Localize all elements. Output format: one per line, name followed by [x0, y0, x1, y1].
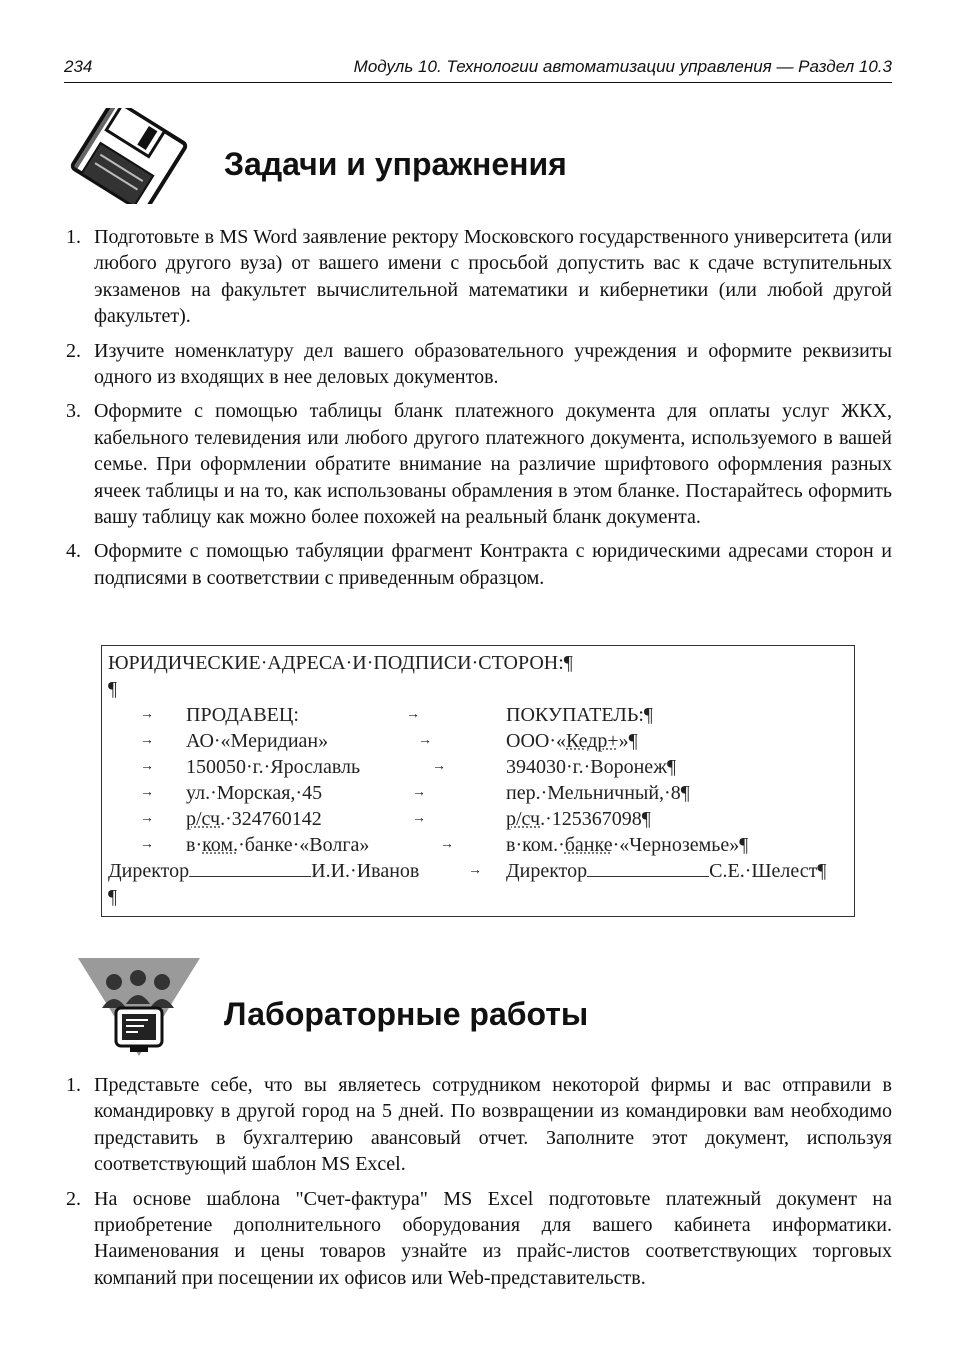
computer-meeting-icon: [76, 956, 202, 1066]
list-item: 3. Оформите с помощью таблицы бланк платежного документа для оплаты услуг ЖКХ, кабельного телевидения или любого другого платежного документа, используемого в вашей семье. При оформлении обратите внимание на различие шрифтового оформления разных ячеек таблицы и на то, как использованы обрамления в этом бланке. Постарайтесь оформить вашу таблицу как можно более похожей на реальный бланк документа.: [66, 400, 892, 529]
section-title-exercises: Задачи и упражнения: [224, 146, 567, 182]
seller-account: р/сч.·324760142: [186, 808, 322, 830]
buyer-name: ООО·«Кедр+»¶: [506, 730, 638, 752]
seller-label: ПРОДАВЕЦ:: [186, 704, 299, 726]
page-number: 234: [64, 57, 93, 76]
contract-sample-box: [101, 645, 855, 917]
sample-heading: ЮРИДИЧЕСКИЕ·АДРЕСА·И·ПОДПИСИ·СТОРОН:¶: [108, 652, 573, 674]
tab-arrow: →: [432, 759, 446, 774]
tab-arrow: →: [468, 863, 482, 878]
tab-arrow: →: [418, 733, 432, 748]
tab-arrow: →: [140, 785, 154, 800]
tab-arrow: →: [140, 837, 154, 852]
tab-arrow: →: [140, 759, 154, 774]
buyer-account: р/сч.·125367098¶: [506, 808, 651, 830]
tab-arrow: →: [140, 811, 154, 826]
seller-name: АО·«Меридиан»: [186, 730, 329, 752]
pilcrow-mark: ¶: [108, 886, 118, 908]
list-item: 4. Оформите с помощью табуляции фрагмент Контракта с юридическими адресами сторон и подписями в соответствии с приведенным образцом.: [66, 540, 892, 589]
tab-arrow: →: [406, 707, 420, 722]
list-item: 2. На основе шаблона "Счет-фактура" MS Excel подготовьте платежный документ на приобретение дополнительного оборудования для вашего кабинета информатики. Наименования и цены товаров узнайте из прайс-листов соответствующих торговых компаний при посещении их офисов или Web-представительств.: [66, 1187, 892, 1289]
list-item: 1. Представьте себе, что вы являетесь сотрудником некоторой фирмы и вас отправили в командировку в другой город на 5 дней. По возвращении из командировки вам необходимо представить в бухгалтерию авансовый отчет. Заполните этот документ, используя соответствующий шаблон MS Excel.: [66, 1074, 892, 1176]
buyer-bank: в·ком.·банке·«Черноземье»¶: [506, 834, 749, 856]
tab-arrow: →: [440, 837, 454, 852]
tab-arrow: →: [412, 785, 426, 800]
seller-city: 150050·г.·Ярославль: [186, 756, 361, 778]
signature-right: Директор С.Е.·Шелест¶: [506, 860, 827, 882]
list-item: 2. Изучите номенклатуру дел вашего образовательного учреждения и оформите реквизиты одного из входящих в нее деловых документов.: [66, 339, 892, 389]
buyer-label: ПОКУПАТЕЛЬ:¶: [506, 704, 653, 726]
tab-arrow: →: [140, 733, 154, 748]
running-title: Модуль 10. Технологии автоматизации управления — Раздел 10.3: [353, 57, 892, 76]
section-title-labs: Лабораторные работы: [224, 996, 589, 1032]
running-header: [64, 56, 892, 83]
signature-left: Директор И.И.·Иванов: [108, 860, 420, 882]
seller-street: ул.·Морская,·45: [186, 782, 323, 804]
seller-bank: в·ком.·банке·«Волга»: [186, 834, 370, 856]
exercises-list: [64, 224, 892, 599]
tab-arrow: →: [140, 707, 154, 722]
labs-list: [64, 1072, 892, 1299]
floppy-disk-icon: [66, 108, 192, 204]
pilcrow-mark: ¶: [108, 678, 118, 700]
buyer-street: пер.·Мельничный,·8¶: [506, 782, 690, 804]
list-item: 1. Подготовьте в MS Word заявление ректору Московского государственного университета (или любого другого вуза) от вашего имени с просьбой допустить вас к сдаче вступительных экзаменов на факультет вычислительной математики и кибернетики (или любой другой факультет).: [66, 226, 892, 328]
buyer-city: 394030·г.·Воронеж¶: [506, 756, 677, 778]
tab-arrow: →: [412, 811, 426, 826]
